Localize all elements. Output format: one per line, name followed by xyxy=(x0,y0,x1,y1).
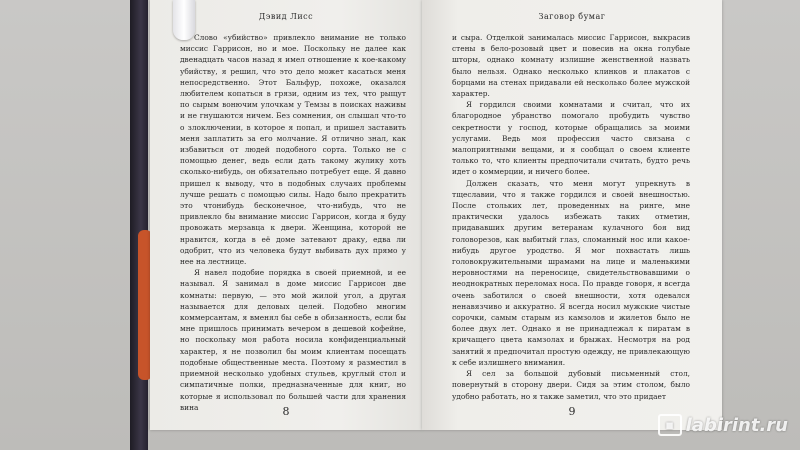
page-number-left: 8 xyxy=(282,405,290,418)
book-spine xyxy=(130,0,148,450)
running-head-left: Дэвид Лисс xyxy=(258,12,314,21)
left-page xyxy=(150,0,422,430)
page-number-right: 9 xyxy=(568,405,576,418)
book-icon: ▪ xyxy=(658,414,682,436)
left-page-text xyxy=(180,32,406,413)
paragraph: Слово «убийство» привлекло внимание не только миссис Гаррисон, но и мое. Поскольку не далее как двенадцать часов назад я имел отношение к кое-какому убийству, я решил, что это дело может касаться меня непосредственно. Этот Бальфур, похоже, оказался любителем копаться в грязи, одним из тех, что рыщут по сырым вонючим улочкам у Темзы в поисках наживы и не гнушаются ничем. Без сомнения, он слышал что-то о злоключении, в которое я попал, и пришел заставить меня заплатить за его молчание. Я отлично знал, как избавиться от людей подобного сорта. Только не с помощью денег, ведь если дать такому жулику хоть сколько-нибудь, он обязательно потребует еще. Я давно пришел к выводу, что в подобных случаях проблемы лучше решать с помощью силы. Надо было прекратить это чтонибудь бесконечное, что-нибудь, что не привлекло бы внимание миссис Гаррисон, когда я буду провожать мерзавца к двери. Женщина, которой не нравится, когда в её доме затевают драку, едва ли одобрит, что из человека будут выбивать дух прямо у нее на лестнице. xyxy=(180,33,406,267)
right-page xyxy=(422,0,722,430)
paragraph: Я навел подобие порядка в своей приемной, и ее называл. Я занимал в доме миссис Гаррисон две комнаты: первую, — это мой жилой угол, а другая называется для деловых целей. Подобно многим коммерсантам, я вменял бы себе в обязанность, если бы мне пришлось принимать вечером в дешевой кофейне, но поскольку моя работа носила конфиденциальный характер, я не позволил бы моим клиентам посещать подобные общественные места. Поэтому я разместил в приемной несколько удобных стульев, круглый стол и симпатичные полки, предназначенные для книг, но которые я использовал по большей части для хранения вина xyxy=(180,268,406,412)
paragraph: Должен сказать, что меня могут упрекнуть в тщеславии, что я также гордился и своей внешностью. После стольких лет, проведенных на ринге, мне практически удалось избежать таких отметин, придававших другим ветеранам кулачного боя вид головорезов, как выбитый глаз, сломанный нос или какое-нибудь другое уродство. Я мог похвастать лишь головокружительными шрамами на лице и маленькими неровностями на переносице, свидетельствовавшими о неоднократных переломах носа. По правде говоря, я всегда очень заботился о своей внешности, хотя одевался ненавязчиво и аккуратно. Я всегда носил мужские чистые сорочки, самым старым из камзолов и жилетов было не более двух лет. Однако я не принадлежал к пиратам в кричащего цвета камзолах и брыжах. Несмотря на род занятий я предпочитал простую одежду, не привлекающую к себе излишнего внимания. xyxy=(452,178,690,367)
paragraph: Я гордился своими комнатами и считал, что их благородное убранство помогало пробудить чувство секретности у господ, которые обращались за моими услугами. Ведь моя профессия часто связана с малоприятными вещами, и я сообщал о своем клиенте только то, что клиенты предпочитали считать, будто речь идет о коммерции, и ничего более. xyxy=(452,100,690,177)
bookmark xyxy=(173,0,195,40)
paragraph: Я сел за большой дубовый письменный стол, повернутый в сторону двери. Сидя за этим столом, было удобно работать, но я также заметил, что это придает xyxy=(452,369,690,401)
watermark-text: labirint.ru xyxy=(685,414,788,436)
paragraph: и сыра. Отделкой занималась миссис Гаррисон, выкрасив стены в бело-розовый цвет и повесив на окна голубые шторы, однако комнату излишне женственной назвать было нельзя. Однако несколько клинков и плакатов с борцами на стенах придавали ей несколько более мужской характер. xyxy=(452,33,690,99)
right-page-text xyxy=(452,32,690,402)
watermark xyxy=(658,414,788,436)
running-head-right: Заговор бумаг xyxy=(538,12,606,21)
